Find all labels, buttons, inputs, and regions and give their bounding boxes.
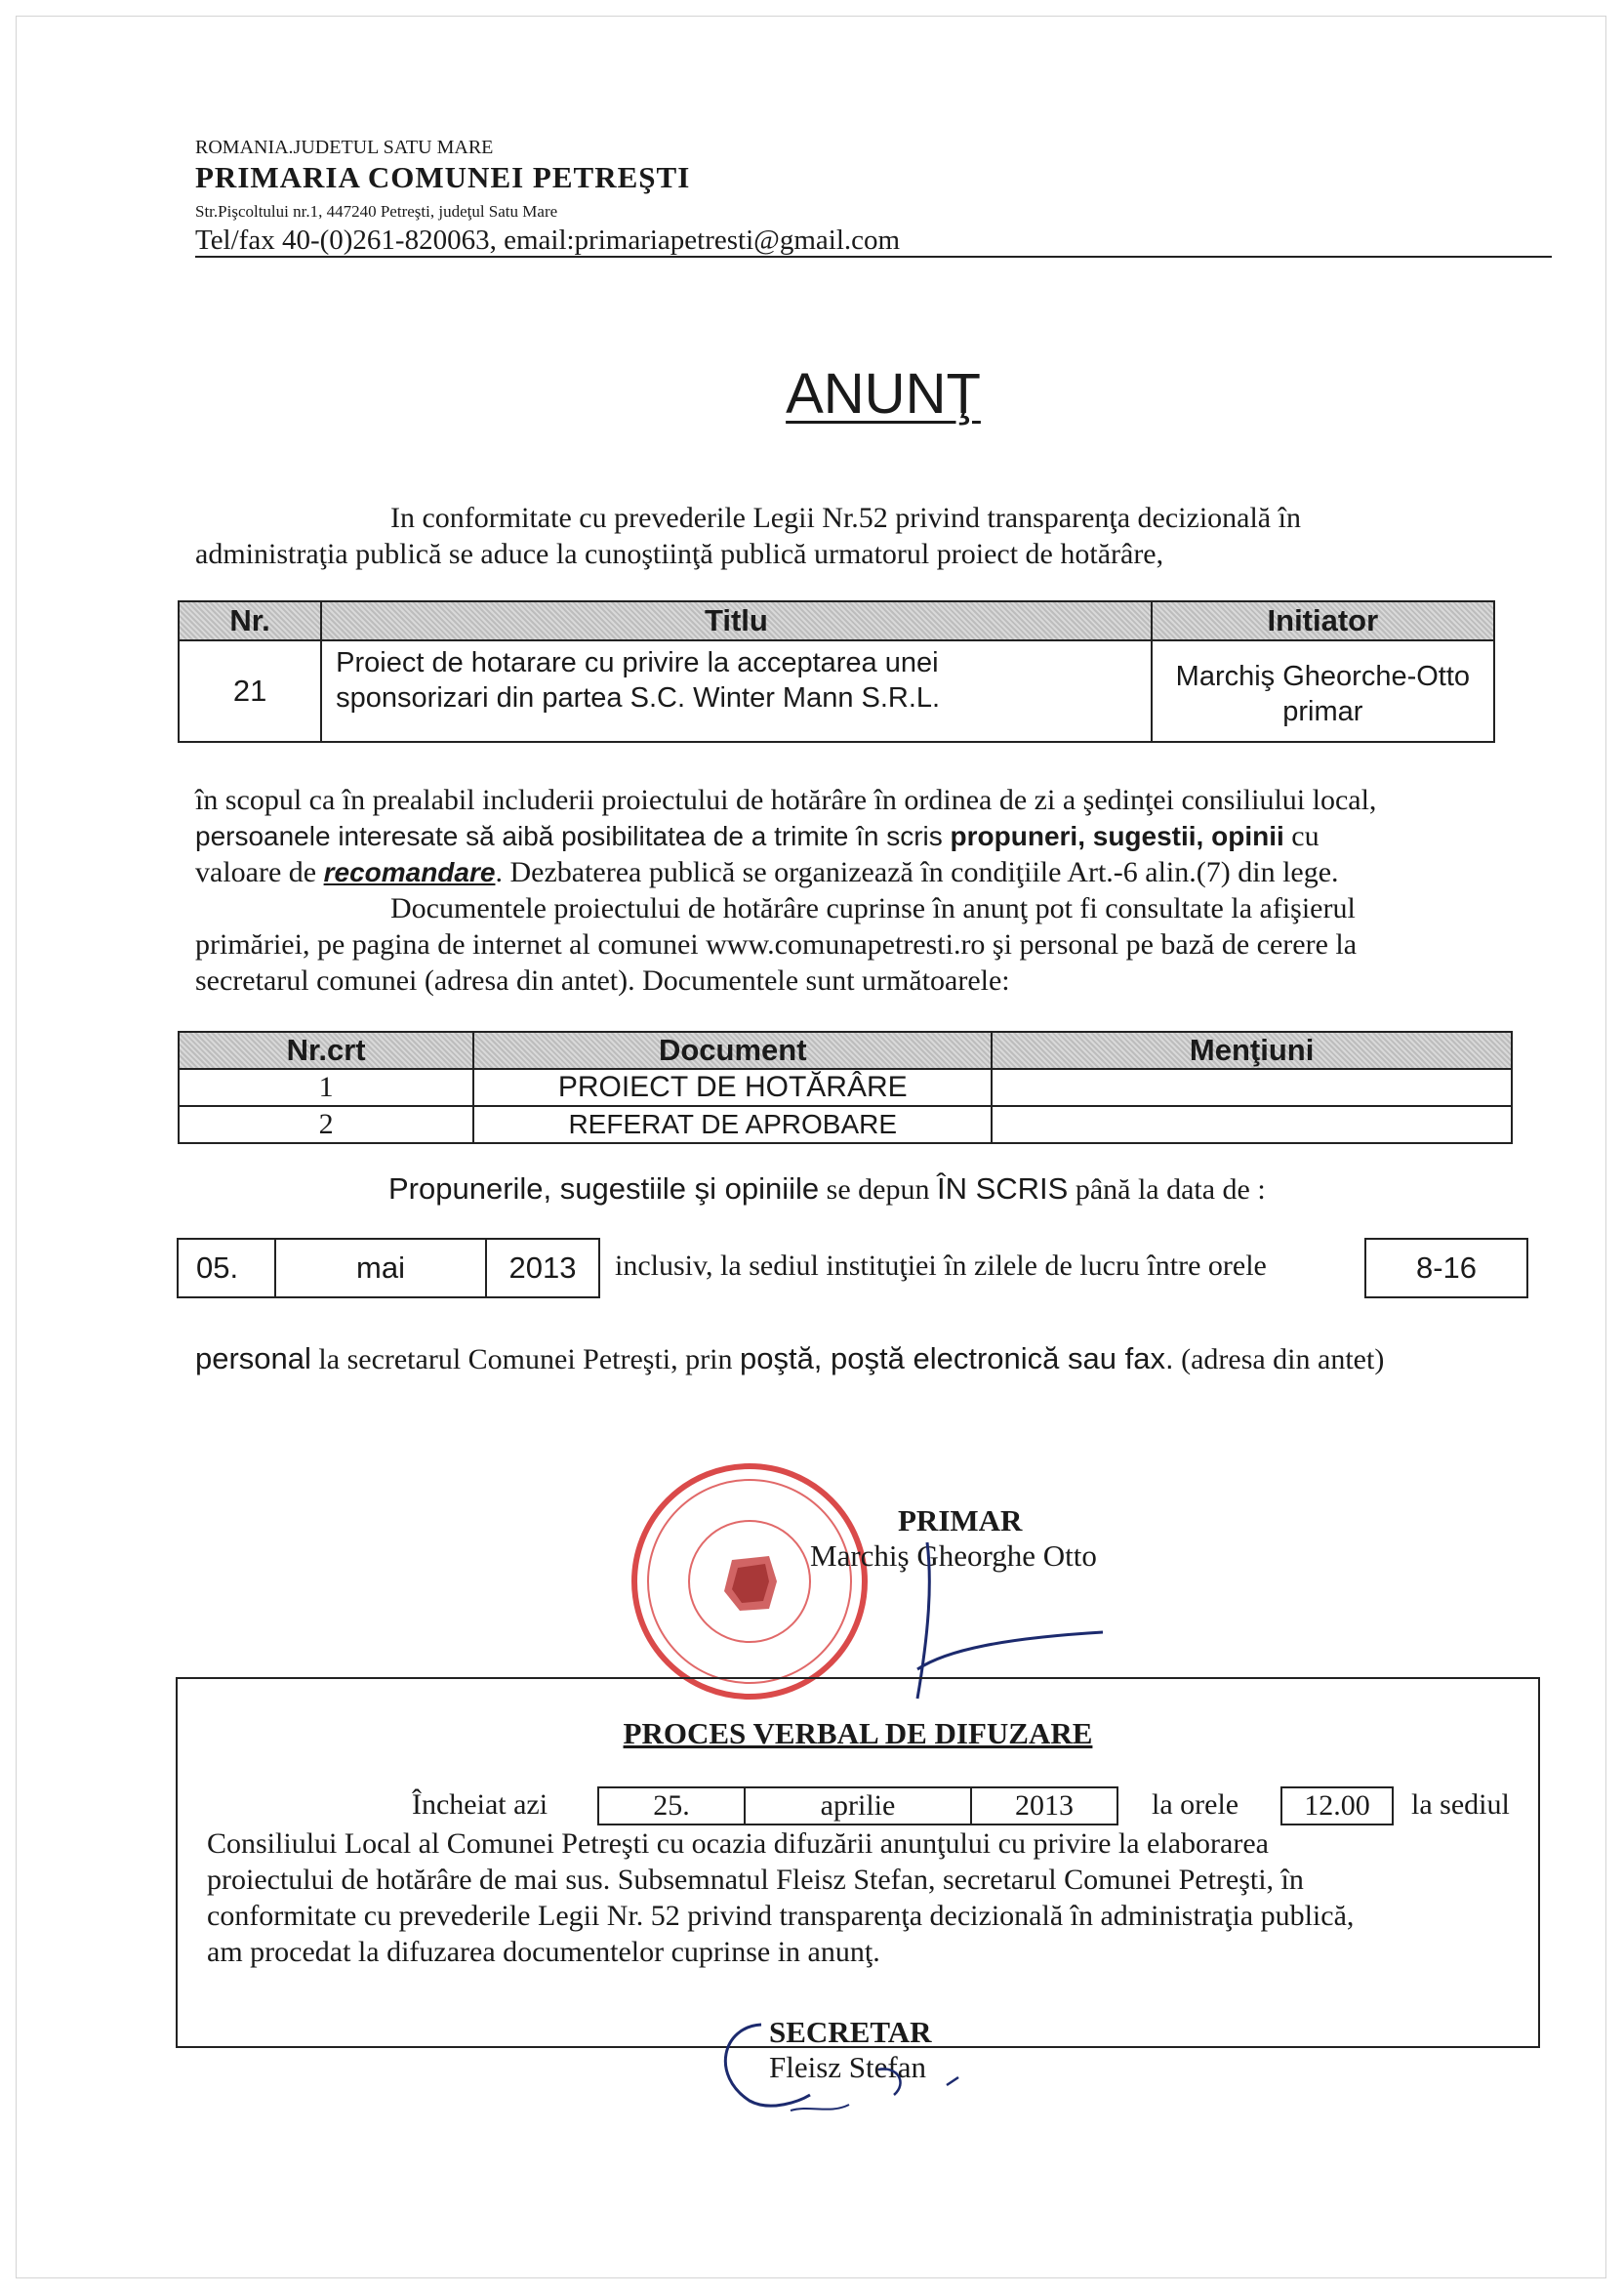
documents-row-2-mentiuni [992, 1106, 1512, 1143]
project-row-initiator [1152, 640, 1494, 742]
pv-year-box: 2013 [970, 1786, 1118, 1825]
deadline-hours-box: 8-16 [1364, 1238, 1528, 1298]
pv-hour-label: la orele [1152, 1788, 1239, 1821]
deadline-intro-a: Propunerile, sugestiile şi opiniile [388, 1171, 820, 1206]
body-p1-line-3c: . Dezbaterea publică se organizează în condiţiile Art.-6 alin.(7) din lege. [495, 856, 1339, 888]
letterhead-country: ROMANIA.JUDETUL SATU MARE [195, 137, 494, 158]
letterhead-address: Str.Pişcoltului nr.1, 447240 Petreşti, judeţul Satu Mare [195, 202, 558, 221]
deadline-intro-d: până la data de : [1068, 1173, 1266, 1206]
deadline-intro-c: ÎN SCRIS [936, 1171, 1069, 1206]
body-p2-line-1: Documentele proiectului de hotărâre cuprinse în anunţ pot fi consultate la afişierul [390, 892, 1356, 924]
mayor-name: Marchiş Gheorghe Otto [810, 1538, 1097, 1573]
body-paragraph-1 [195, 782, 1503, 999]
documents-row-1-mentiuni [992, 1069, 1512, 1106]
deadline-footer-d: (adresa din antet) [1173, 1343, 1385, 1375]
project-header-initiator: Initiator [1152, 601, 1494, 640]
project-row-title [321, 640, 1152, 742]
deadline-middle-text: inclusiv, la sediul instituţiei în zilele de lucru între orele [615, 1250, 1267, 1282]
pv-day-box: 25. [597, 1786, 746, 1825]
deadline-day-box: 05. [177, 1238, 276, 1298]
deadline-intro-b: se depun [819, 1173, 937, 1206]
official-stamp [623, 1455, 876, 1708]
secretary-role: SECRETAR [769, 2015, 932, 2049]
pv-line-2: Consiliului Local al Comunei Petreşti cu ocazia difuzării anunţului cu privire la elaborarea [207, 1827, 1269, 1860]
proces-verbal-title: PROCES VERBAL DE DIFUZARE [623, 1716, 1093, 1750]
deadline-year-box: 2013 [485, 1238, 600, 1298]
project-header-nr: Nr. [179, 601, 321, 640]
project-title-line-1: Proiect de hotarare cu privire la acceptarea unei [336, 647, 939, 678]
letterhead-institution: PRIMARIA COMUNEI PETREŞTI [195, 160, 691, 194]
body-p2-line-3: secretarul comunei (adresa din antet). Documentele sunt următoarele: [195, 964, 1010, 997]
intro-paragraph [195, 500, 1483, 572]
project-table [178, 600, 1495, 743]
project-title-line-2: sponsorizari din partea S.C. Winter Mann S.R.L. [336, 682, 941, 714]
body-p1-line-2c: cu [1283, 820, 1320, 852]
pv-line-3: proiectului de hotărâre de mai sus. Subsemnatul Fleisz Stefan, secretarul Comunei Petreşti, în [207, 1864, 1304, 1896]
pv-prefix: Încheiat azi [412, 1788, 548, 1821]
pv-hour-box: 12.00 [1280, 1786, 1394, 1825]
pv-body [207, 1825, 1524, 1970]
body-p1-line-1: în scopul ca în prealabil includerii proiectului de hotărâre în ordinea de zi a şedinţei consiliului local, [195, 784, 1377, 816]
deadline-intro [388, 1171, 1266, 1207]
documents-row-2-nr: 2 [179, 1106, 473, 1143]
document-title: ANUNŢ [786, 362, 981, 426]
intro-line-1: In conformitate cu prevederile Legii Nr.52 privind transparenţa decizională în [390, 502, 1301, 534]
intro-line-2: administraţia publică se aduce la cunoştiinţă publică urmatorul proiect de hotărâre, [195, 538, 1164, 570]
body-p1-line-2a: persoanele interesate să aibă posibilitatea de a trimite în scris [195, 821, 951, 851]
project-header-titlu: Titlu [321, 601, 1152, 640]
body-p1-line-3b: recomandare [323, 857, 496, 887]
pv-line-4: conformitate cu prevederile Legii Nr. 52 privind transparenţa decizională în administraţia publică, [207, 1900, 1355, 1932]
deadline-footer-b: la secretarul Comunei Petreşti, prin [310, 1343, 740, 1375]
mayor-role: PRIMAR [898, 1503, 1023, 1538]
documents-row-2-document: REFERAT DE APROBARE [473, 1106, 992, 1143]
pv-line-5: am procedat la difuzarea documentelor cuprinse in anunţ. [207, 1936, 880, 1968]
documents-header-nrcrt: Nr.crt [179, 1032, 473, 1069]
documents-header-mentiuni: Menţiuni [992, 1032, 1512, 1069]
documents-header-document: Document [473, 1032, 992, 1069]
deadline-month-box: mai [274, 1238, 487, 1298]
initiator-name: Marchiş Gheorche-Otto [1175, 661, 1471, 692]
secretary-handwritten-signature [703, 2007, 976, 2124]
body-p1-line-2b: propuneri, sugestii, opinii [950, 821, 1284, 851]
documents-row-1-document: PROIECT DE HOTĂRÂRE [473, 1069, 992, 1106]
letterhead-contact-text: Tel/fax 40-(0)261-820063, email:primariapetresti@gmail.com [195, 225, 901, 256]
deadline-footer-a: personal [195, 1341, 311, 1375]
documents-row-1-nr: 1 [179, 1069, 473, 1106]
pv-month-box: aprilie [744, 1786, 972, 1825]
documents-table [178, 1031, 1513, 1144]
secretary-name: Fleisz Stefan [769, 2050, 926, 2084]
deadline-footer-c: poştă, poştă electronică sau fax. [739, 1341, 1174, 1375]
stamp-graphic [623, 1455, 876, 1708]
deadline-footer [195, 1341, 1384, 1376]
letterhead-contact [195, 225, 1552, 258]
pv-suffix: la sediul [1411, 1788, 1510, 1821]
project-row-nr: 21 [179, 640, 321, 742]
body-p2-line-2: primăriei, pe pagina de internet al comunei www.comunapetresti.ro şi personal pe bază de cerere la [195, 928, 1358, 961]
initiator-role: primar [1282, 696, 1363, 727]
body-p1-line-3a: valoare de [195, 856, 324, 888]
